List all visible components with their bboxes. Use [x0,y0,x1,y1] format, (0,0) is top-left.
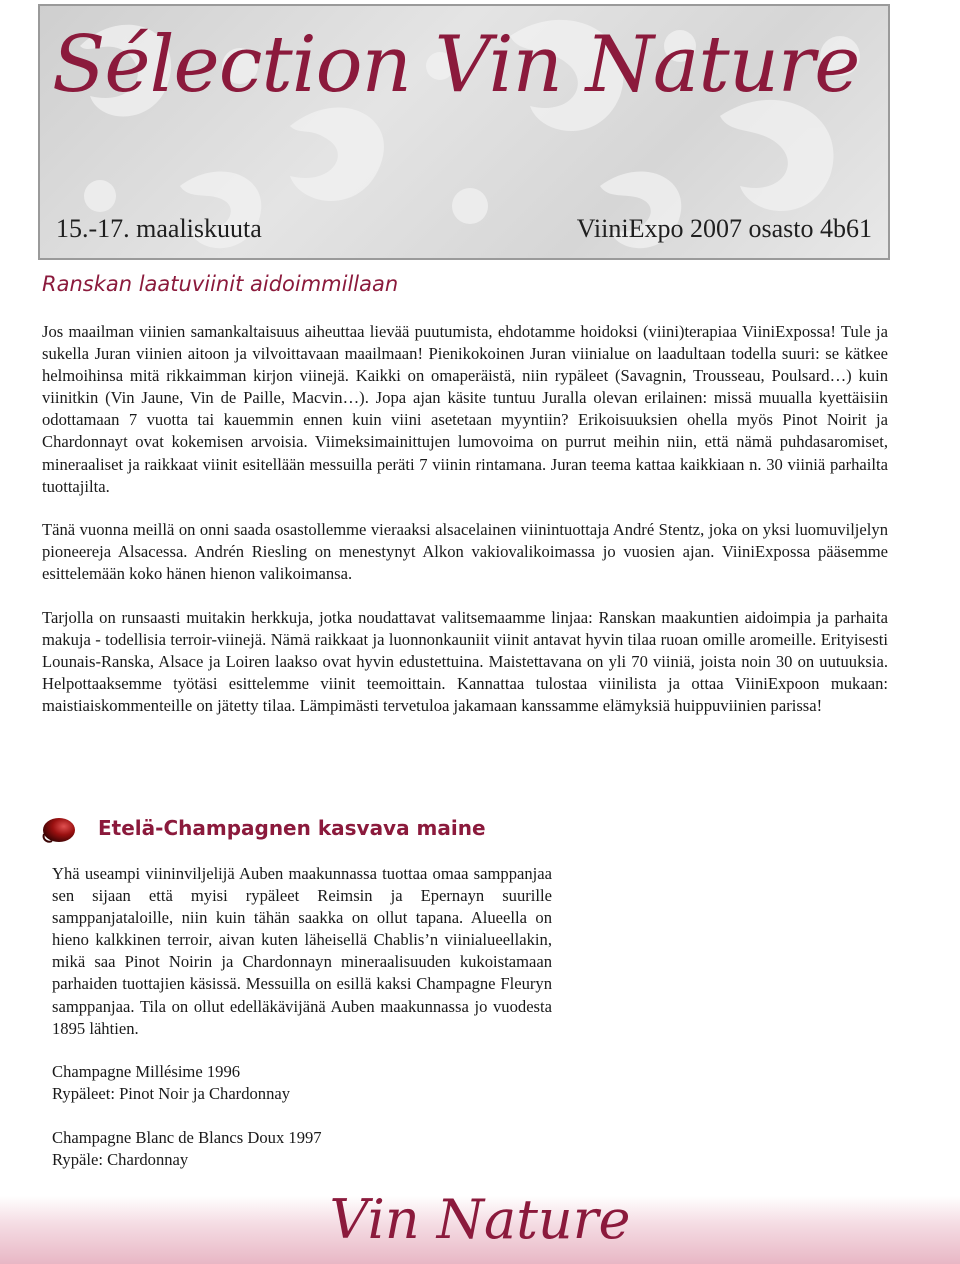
paragraph-stentz: Tänä vuonna meillä on onni saada osastollemme vieraaksi alsacelainen viinintuottaja André Stentz, joka on yksi luomuviljelyn pioneereja Alsacessa. Andrén Riesling on menestynyt Alkon vakiovalikoimassa jo vuosien ajan. ViiniExpossa pääsemme esittelemään koko hänen hienon valikoimansa. [42,520,888,584]
wine-name: Champagne Blanc de Blancs Doux 1997 [52,1128,322,1147]
section-champagne-header [40,812,540,848]
section-heading-champagne: Etelä-Champagnen kasvava maine [98,816,486,840]
paragraph-offering: Tarjolla on runsaasti muitakin herkkuja, jotka noudattavat valitsemaamme linjaa: Ranskan maakuntien aidoimpia ja parhaita makuja - todellisia terroir-viinejä. Nämä raikkaat ja luonnonkauniit viinit antavat hyvin tilaa ruoan omille aromeille. Erityisesti Lounais-Ranska, Alsace ja Loiren laakso ovat hyvin edustettuina. Maistettavana on yli 70 viiniä, joista noin 30 on uutuuksia. Helpottaaksemme työtäsi esittelemme viinit teemoittain. Kannattaa tulostaa viinilista ja ottaa ViiniExpoon mukaan: maistiaiskommenteille on jätetty tilaa. Lämpimästi tervetuloa jakamaan kanssamme elämyksiä huippuviinien parissa! [42,608,888,716]
paragraph-jura: Jos maailman viinien samankaltaisuus aiheuttaa lievää puutumista, ehdotamme hoidoksi (viini)terapiaa ViiniExpossa! Tule ja sukella Juran viinien aitoon ja vilvoittavaan maailmaan! Pienikokoinen Juran viinialue on laadultaan todella suuri: se kätkee helmoihinsa mitä rikkaimman kirjon viinejä. Kaikki on omaperäistä, niin rypäleet (Savagnin, Trousseau, Poulsard…) kuin viinitkin (Vin Jaune, Vin de Paille, Macvin…). Jopa ajan käsite tuntuu Juralla olevan erilainen: missä muualla kyettäisiin odottamaan 7 vuotta tai kauemmin ennen kuin viini asetetaan myyntiin? Erikoisuuksien ohella myös Pinot Noirit ja Chardonnayt ovat kokemisen arvoisia. Viimeksimainittujen lumovoima on purrut meihin niin, että nämä puhdasaromiset, mineraaliset ja raikkaat viinit esitellään messuilla peräti 7 viinin rintamana. Juran teema kattaa kaikkiaan n. 30 viiniä parhailta tuottajilta. [42,322,888,496]
wine-grapes: Rypäleet: Pinot Noir ja Chardonnay [52,1084,291,1103]
event-dates: 15.-17. maaliskuuta [56,214,262,243]
paragraph-champagne: Yhä useampi viininviljelijä Auben maakunnassa tuottaa omaa samppanjaa sen sijaan että myisi rypäleet Reimsin ja Epernayn suurille samppanjataloille, niin kuin tähän saakka on ollut tapana. Alueella on hieno kalkkinen terroir, aivan kuten läheisellä Chablis’n viinialueellakin, mikä saa Pinot Noirin ja Chardonnayn mineraalisuuden kukoistamaan parhaiden tuottajien käsissä. Messuilla on esillä kaksi Champagne Fleuryn samppanjaa. Tila on ollut edelläkävijänä Auben maakunnassa jo vuodesta 1895 lähtien. [52,864,552,1038]
wine-name: Champagne Millésime 1996 [52,1062,241,1081]
grape-icon [40,814,76,844]
wine-grapes: Rypäle: Chardonnay [52,1150,189,1169]
section-heading-french-wines: Ranskan laatuviinit aidoimmillaan [42,272,399,296]
document-title: Sélection Vin Nature [52,20,860,110]
footer-logo: Vin Nature [329,1188,631,1251]
header-banner [38,4,890,260]
expo-booth: ViiniExpo 2007 osasto 4b61 [576,214,872,243]
